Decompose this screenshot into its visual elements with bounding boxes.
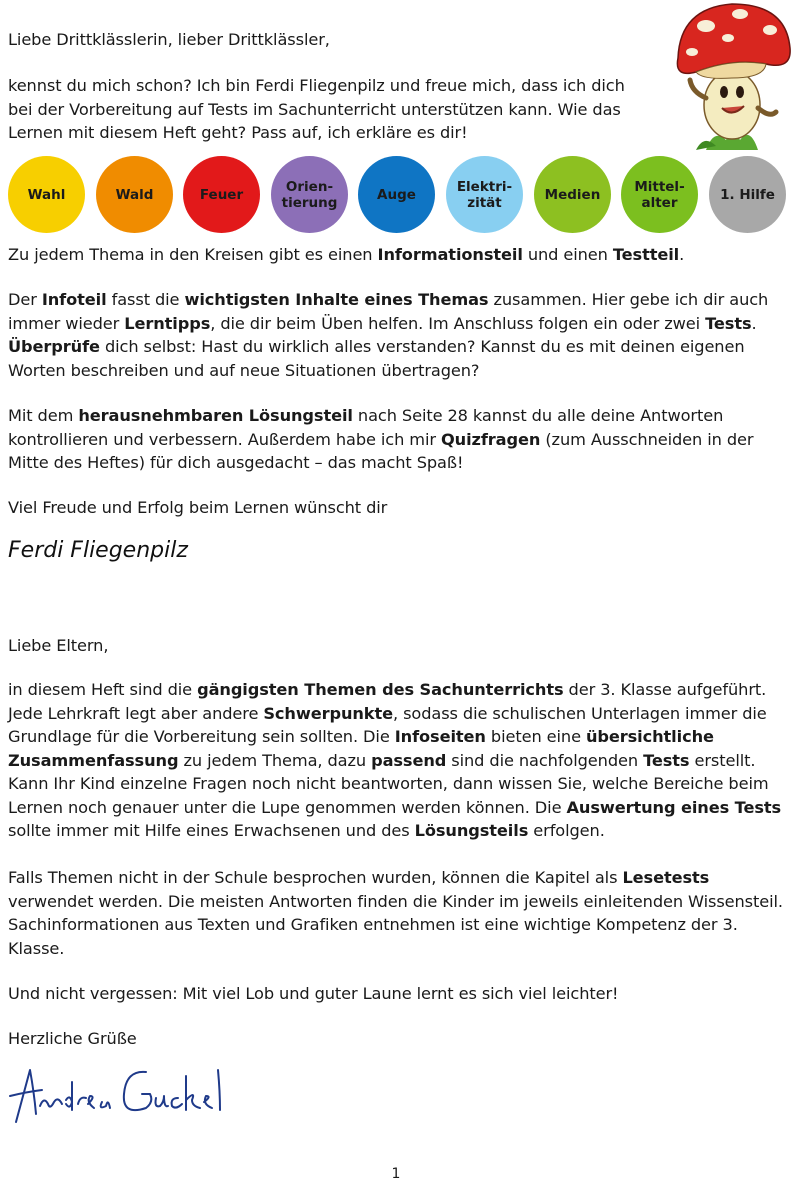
parents-paragraph-3: Und nicht vergessen: Mit viel Lob und guter Laune lernt es sich viel leichter! xyxy=(8,984,619,1003)
parents-closing: Herzliche Grüße xyxy=(8,1029,137,1048)
parents-paragraph-2: Falls Themen nicht in der Schule besprochen wurden, können die Kapitel als Lesetests verwendet werden. Die meisten Antworten finden die Kinder im jeweils einleitenden Wissensteil. Sachinformationen aus Texten und Grafiken entnehmen ist eine wichtige Kompetenz der 3. Klasse. xyxy=(8,868,783,958)
topic-circle: 1. Hilfe xyxy=(709,156,786,233)
kids-closing: Viel Freude und Erfolg beim Lernen wünscht dir xyxy=(8,498,388,517)
kids-topics-paragraph: Zu jedem Thema in den Kreisen gibt es einen Informationsteil und einen Testteil. xyxy=(8,245,685,264)
topic-circle: Mittel- alter xyxy=(621,156,698,233)
topic-circle: Feuer xyxy=(183,156,260,233)
topic-circle: Wald xyxy=(96,156,173,233)
topic-circle: Elektri- zität xyxy=(446,156,523,233)
topic-circle: Wahl xyxy=(8,156,85,233)
topic-circles xyxy=(8,156,792,234)
kids-intro: kennst du mich schon? Ich bin Ferdi Fliegenpilz und freue mich, dass ich dich bei der Vorbereitung auf Tests im Sachunterricht unterstützen kann. Wie das Lernen mit diesem Heft geht? Pass auf, ich erkläre es dir! xyxy=(8,76,625,142)
kids-infoteil-paragraph: Der Infoteil fasst die wichtigsten Inhalte eines Themas zusammen. Hier gebe ich dir auch immer wieder Lerntipps, die dir beim Üben helfen. Im Anschluss folgen ein oder zwei Tests. Überprüfe dich selbst: Hast du wirklich alles verstanden? Kannst du es mit deinen eigenen Worten beschreiben und auf neue Situationen übertragen? xyxy=(8,290,769,380)
kids-loesung-paragraph: Mit dem herausnehmbaren Lösungsteil nach Seite 28 kannst du alle deine Antworten kontrollieren und verbessern. Außerdem habe ich mir Quizfragen (zum Ausschneiden in der Mitte des Heftes) für dich ausgedacht – das macht Spaß! xyxy=(8,406,754,472)
handwritten-signature-graphic xyxy=(6,1052,236,1132)
topic-circle: Orien- tierung xyxy=(271,156,348,233)
parents-paragraph-1: in diesem Heft sind die gängigsten Themen des Sachunterrichts der 3. Klasse aufgeführt. Jede Lehrkraft legt aber andere Schwerpunkte, sodass die schulischen Unterlagen immer die Grundlage für die Vorbereitung sein sollten. Die Infoseiten bieten eine übersichtliche Zusammenfassung zu jedem Thema, dazu passend sind die nachfolgenden Tests erstellt. Kann Ihr Kind einzelne Fragen noch nicht beantworten, dann wissen Sie, welche Bereiche beim Lernen noch genauer unter die Lupe genommen werden können. Die Auswertung eines Tests sollte immer mit Hilfe eines Erwachsenen und des Lösungsteils erfolgen. xyxy=(8,680,782,840)
topic-circle: Auge xyxy=(358,156,435,233)
ferdi-signature: Ferdi Fliegenpilz xyxy=(8,538,188,563)
kids-salutation: Liebe Drittklässlerin, lieber Drittklässler, xyxy=(8,30,330,49)
parents-salutation: Liebe Eltern, xyxy=(8,636,109,655)
page-number: 1 xyxy=(391,1166,401,1182)
mushroom-mascot-illustration xyxy=(666,0,792,150)
topic-circle: Medien xyxy=(534,156,611,233)
